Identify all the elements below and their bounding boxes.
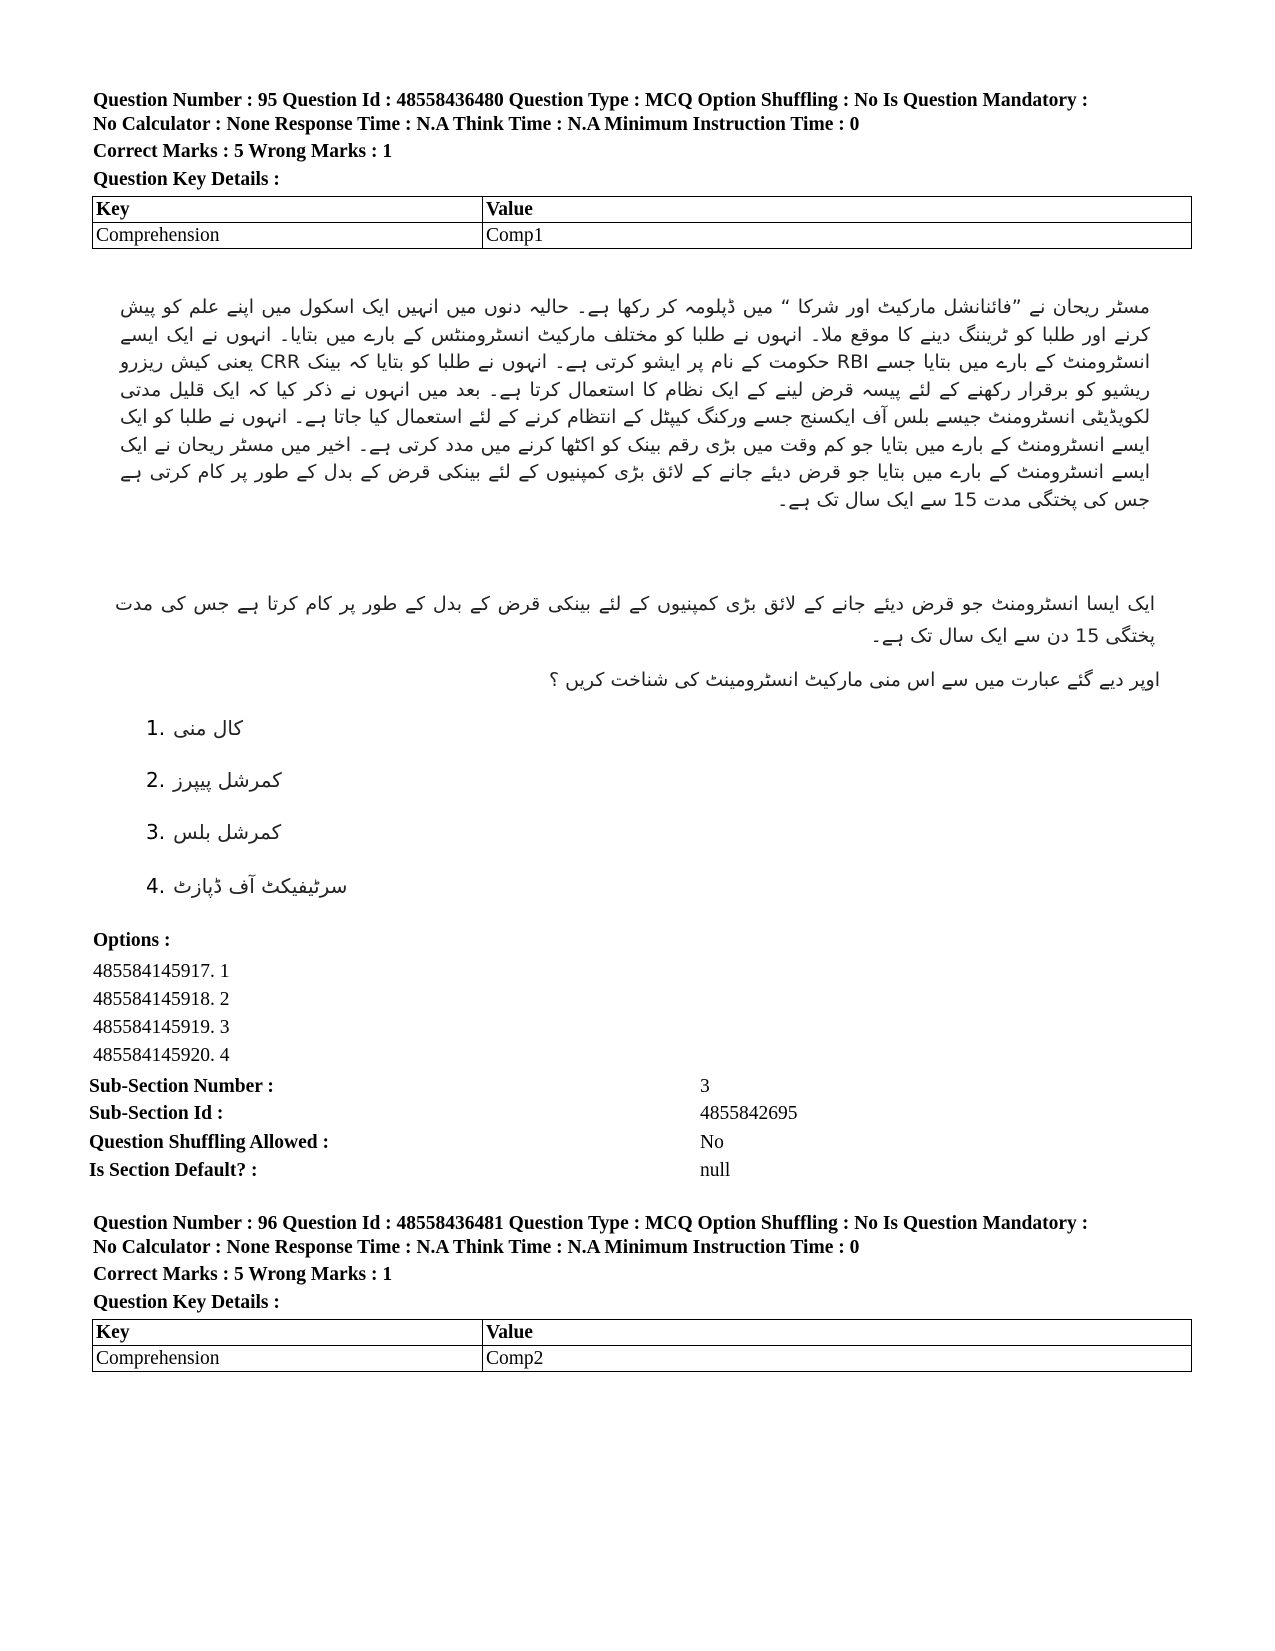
question-shuffling-label: Question Shuffling Allowed : bbox=[89, 1132, 330, 1153]
table-row bbox=[93, 223, 1192, 249]
option-id: 485584145919. 3 bbox=[93, 1017, 230, 1038]
q95-key-table bbox=[92, 196, 1192, 249]
choice-item bbox=[146, 818, 281, 846]
options-label: Options : bbox=[93, 930, 171, 951]
choice-number: 3. bbox=[146, 820, 166, 844]
choice-item bbox=[146, 714, 243, 742]
question-shuffling-value: No bbox=[700, 1132, 724, 1153]
table-row bbox=[93, 1346, 1192, 1372]
choice-number: 2. bbox=[146, 768, 166, 792]
table-header-row bbox=[93, 197, 1192, 223]
q96-header-line1: Question Number : 96 Question Id : 48558436481 Question Type : MCQ Option Shuffling : No Is Question Mandatory : bbox=[93, 1213, 1089, 1234]
q95-passage: مسٹر ریحان نے ”فائنانشل مارکیٹ اور شرکا “ میں ڈپلومہ کر رکھا ہے۔ حالیہ دنوں میں انہیں ایک اسکول میں اپنے علم کو پیش کرنے اور طلبا کو ٹریننگ دینے کا موقع ملا۔ انہوں نے طلبا کو مختلف مارکیٹ انسٹرومنٹس کے بارے میں بتایا۔ انہوں نے ایک ایسے انسٹرومنٹ کے بارے میں بتایا جسے RBI حکومت کے نام پر ایشو کرتی ہے۔ انہوں نے طلبا کو بتایا کہ بینک CRR یعنی کیش ریزرو ریشیو کو برقرار رکھنے کے لئے پیسہ قرض لینے کے ایک نظام کا استعمال کرتا ہے۔ بعد میں انہوں نے ذکر کیا کہ ایک قلیل مدتی لکویڈیٹی انسٹرومنٹ جیسے بلس آف ایکسنج جسے ورکنگ کیپٹل کے انتظام کرنے کے لئے استعمال کیا جاتا ہے۔ انہوں نے طلبا کو ایک ایسے انسٹرومنٹ کے بارے میں بتایا جو کم وقت میں بڑی رقم بینک کو اکٹھا کرنے میں مدد کرتی ہے۔ اخیر میں مسٹر ریحان نے ایک ایسے انسٹرومنٹ کے بارے میں بتایا جو قرض دیئے جانے کے لائق بڑی کمپنیوں کے لئے بینکی قرض کے بدل کے طور پر کام کرتی ہے جس کی پختگی مدت 15 سے ایک سال تک ہے۔ bbox=[120, 296, 1150, 511]
choice-text: کال منی bbox=[173, 716, 244, 740]
q96-marks: Correct Marks : 5 Wrong Marks : 1 bbox=[93, 1264, 393, 1285]
option-id: 485584145918. 2 bbox=[93, 989, 230, 1010]
q95-header bbox=[93, 89, 1193, 137]
row-value-cell: Comp2 bbox=[483, 1346, 1192, 1372]
table-header-row bbox=[93, 1320, 1192, 1346]
subsection-number-value: 3 bbox=[700, 1076, 710, 1097]
col-value-header: Value bbox=[483, 1320, 1192, 1346]
row-value-cell: Comp1 bbox=[483, 223, 1192, 249]
q96-key-table bbox=[92, 1319, 1192, 1372]
section-default-value: null bbox=[700, 1160, 731, 1181]
subsection-id-label: Sub-Section Id : bbox=[89, 1103, 224, 1124]
option-id: 485584145917. 1 bbox=[93, 961, 230, 982]
q95-stem: ایک ایسا انسٹرومنٹ جو قرض دیئے جانے کے لائق بڑی کمپنیوں کے لئے بینکی قرض کے بدل کے طور پر کام کرتا ہے جس کی مدت پختگی 15 دن سے ایک سال تک ہے۔ bbox=[115, 593, 1155, 647]
subsection-number-label: Sub-Section Number : bbox=[89, 1076, 274, 1097]
row-key-cell: Comprehension bbox=[93, 223, 483, 249]
col-value-header: Value bbox=[483, 197, 1192, 223]
section-default-label: Is Section Default? : bbox=[89, 1160, 258, 1181]
choice-number: 1. bbox=[146, 716, 166, 740]
q96-header-line2: No Calculator : None Response Time : N.A Think Time : N.A Minimum Instruction Time : 0 bbox=[93, 1237, 860, 1258]
choice-item bbox=[146, 872, 347, 900]
option-id: 485584145920. 4 bbox=[93, 1045, 230, 1066]
subsection-id-value: 4855842695 bbox=[700, 1103, 798, 1124]
q96-header bbox=[93, 1212, 1193, 1260]
q95-header-line2: No Calculator : None Response Time : N.A Think Time : N.A Minimum Instruction Time : 0 bbox=[93, 114, 860, 135]
q95-marks: Correct Marks : 5 Wrong Marks : 1 bbox=[93, 141, 393, 162]
q96-key-details-label: Question Key Details : bbox=[93, 1292, 280, 1313]
choice-item bbox=[146, 766, 282, 794]
q95-key-details-label: Question Key Details : bbox=[93, 169, 280, 190]
row-key-cell: Comprehension bbox=[93, 1346, 483, 1372]
col-key-header: Key bbox=[93, 1320, 483, 1346]
q95-question: اوپر دیے گئے عبارت میں سے اس منی مارکیٹ انسٹرومینٹ کی شناخت کریں ؟ bbox=[549, 669, 1160, 691]
choice-number: 4. bbox=[146, 874, 166, 898]
col-key-header: Key bbox=[93, 197, 483, 223]
choice-text: سرٹیفیکٹ آف ڈپازٹ bbox=[173, 874, 348, 898]
choice-text: کمرشل پیپرز bbox=[173, 768, 282, 792]
choice-text: کمرشل بلس bbox=[173, 820, 282, 844]
q95-header-line1: Question Number : 95 Question Id : 48558436480 Question Type : MCQ Option Shuffling : No Is Question Mandatory : bbox=[93, 90, 1089, 111]
